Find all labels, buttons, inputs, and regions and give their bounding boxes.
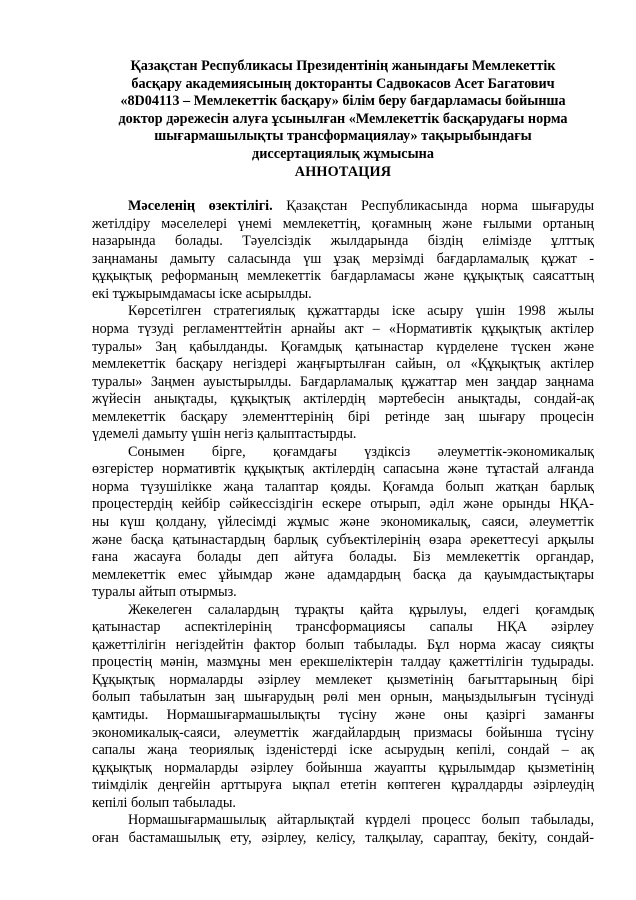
paragraph-line: жетілдіру мәселелері үнемі мемлекеттің, қоғамның және ғылыми ортаның	[92, 215, 594, 232]
paragraph-line: назарында болады. Тәуелсіздік жылдарында біздің елімізде ұлттық	[92, 233, 594, 250]
paragraph-line: Нормашығармашылық айтарлықтай күрделі процесс болып табылады,	[128, 812, 594, 829]
paragraph-line: мемлекеттік емес ұйымдар және адамдардың басқа да қауымдастықтары	[92, 566, 594, 583]
paragraph-line: және басқа қатынастардың барлық субъектілерінің өзара әрекеттесуі арқылы	[92, 531, 594, 548]
title-line: «8D04113 – Мемлекеттік басқару» білім беру бағдарламасы бойынша	[120, 93, 566, 110]
title-line: басқару академиясының докторанты Садвокасов Асет Багатович	[131, 75, 555, 92]
paragraph-line: Жекелеген салалардың тұрақты қайта құрылуы, елдегі қоғамдық	[128, 601, 594, 618]
paragraph-line: жүйесін анықтады, құқықтық актілердің мәртебесін анықтады, сондай-ақ	[92, 391, 594, 408]
title-line: доктор дәрежесін алуға ұсынылған «Мемлекеттік басқарудағы норма	[118, 110, 568, 127]
paragraph-line: оған бастамашылық ету, әзірлеу, келісу, талқылау, сараптау, бекіту, сондай-	[92, 829, 594, 846]
paragraph-line: мемлекеттік басқару негіздері жаңғыртылған сайын, ол «Құқықтық актілер	[92, 356, 594, 373]
paragraph	[92, 198, 594, 303]
paragraph-line: ғана жасауға болады деп айтуға болады. Біз мемлекеттік органдар,	[92, 549, 594, 566]
paragraph-line: норма түзуді регламенттейтін арнайы акт – «Нормативтік құқықтық актілер	[92, 320, 594, 337]
title-line: диссертациялық жұмысына	[252, 145, 434, 162]
paragraph-line: қамтиды. Нормашығармашылықты түсіну және оны қазіргі заманғы	[92, 707, 594, 724]
paragraph-line: болып табылатын заң шығарудың рөлі мен орнын, маңыздылығын түсінуді	[92, 689, 594, 706]
paragraph-line: Құқықтық нормаларды әзірлеу мемлекет қызметінің бағыттарының бірі	[92, 671, 594, 688]
section-heading: АННОТАЦИЯ	[294, 163, 392, 180]
paragraph-line: үдемелі дамыту үшін негіз қалыптастырды.	[92, 426, 357, 443]
paragraph-line	[92, 198, 594, 216]
title-line: шығармашылықты трансформациялау» тақырыбындағы	[154, 128, 532, 145]
paragraph-line: құқықтық нормаларды әзірлеу бойынша жауапты құрылымдар қызметінің	[92, 759, 594, 776]
paragraph-line: өзгерістер нормативтік құқықтық актілердің сапасына және тұтастай алғанда	[92, 461, 594, 478]
paragraph-line: Көрсетілген стратегиялық құжаттарды іске асыру үшін 1998 жылы	[128, 303, 594, 320]
document-body	[92, 198, 594, 847]
paragraph-line: заңнаманы дамыту саласында үш ұзақ мерзімді бағдарламалық құжат -	[92, 250, 594, 267]
paragraph	[92, 303, 594, 443]
paragraph-line: экономикалық-саяси, әлеуметтік жағдайлардың призмасы бойынша түсіну	[92, 724, 594, 741]
paragraph-line: тиімділік деңгейін арттыруға ықпал ететін көптеген құралдарды әзірлеудің	[92, 777, 594, 794]
paragraph-line: екі тұжырымдамасы іске асырылды.	[92, 285, 312, 302]
paragraph-line: Сонымен бірге, қоғамдағы үздіксіз әлеуметтік-экономикалық	[128, 443, 594, 460]
paragraph-line: мемлекеттік басқару элементтерінің бірі ретінде заң шығару процесін	[92, 408, 594, 425]
paragraph	[92, 444, 594, 602]
document-title	[92, 58, 594, 164]
paragraph-line: кепілі болып табылады.	[92, 794, 236, 811]
paragraph-line: туралы айтып отырмыз.	[92, 584, 237, 601]
paragraph-line: норма түзушілікке жаңа талаптар қояды. Қоғамда болып жатқан барлық	[92, 478, 594, 495]
paragraph-line: қатынастар аспектілерінің трансформациясы сапалы НҚА әзірлеу	[92, 619, 594, 636]
paragraph-line: сапалы жаңа теориялық ізденістерді іске асырудың кепілі, сондай – ақ	[92, 742, 594, 759]
paragraph	[92, 812, 594, 847]
paragraph-line: туралы» Заңмен ауыстырылды. Бағдарламалық құжаттар мен заңдар заңнама	[92, 373, 594, 390]
paragraph-line: қажеттілігін негіздейтін фактор болып табылады. Бұл норма жасау сияқты	[92, 636, 594, 653]
paragraph-lead: Мәселенің өзектілігі.	[128, 198, 273, 215]
paragraph-line: туралы» Заң қабылданды. Қоғамдық қатынастар күрделене түскен және	[92, 338, 594, 355]
paragraph-line: ны күш қолдану, үйлесімді жұмыс және экономикалық, саяси, әлеуметтік	[92, 514, 594, 530]
title-line: Қазақстан Республикасы Президентінің жанындағы Мемлекеттік	[130, 58, 556, 74]
paragraph-line: құқықтық реформаның мемлекеттік бағдарламасы және құқықтық саясаттың	[92, 268, 594, 285]
paragraph-line: процестердің кейбір сәйкессіздігін ескере отырып, әділ және орынды НҚА-	[92, 496, 594, 513]
paragraph	[92, 602, 594, 813]
paragraph-line: процестің мәнін, мазмұны мен ерекшеліктерін талдау қажеттілігін тудырады.	[92, 654, 594, 671]
paragraph-line-text: Қазақстан Республикасында норма шығаруды	[272, 198, 595, 215]
